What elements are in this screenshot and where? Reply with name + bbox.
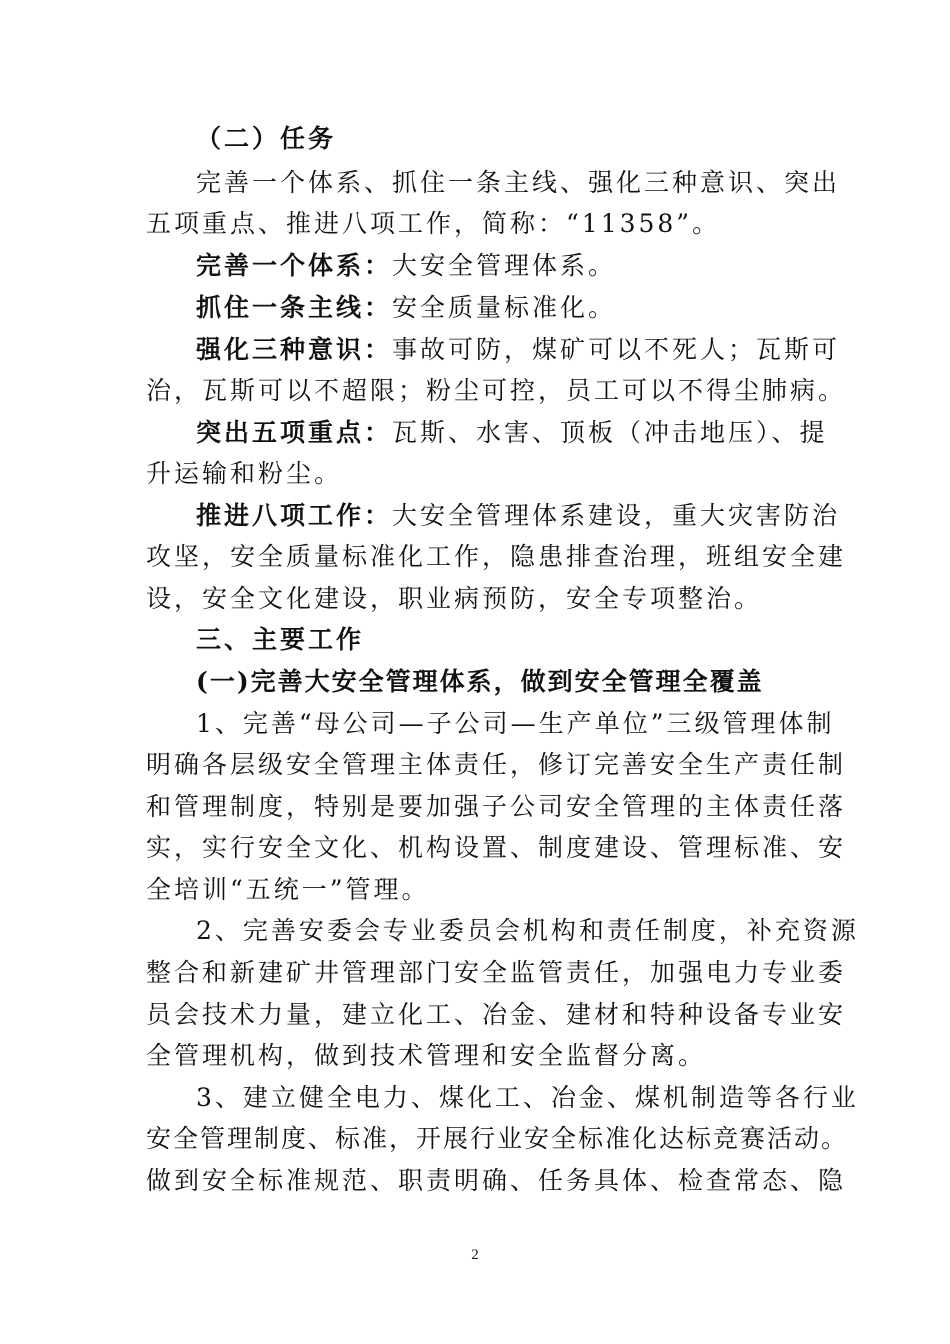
paragraph-line: 3、建立健全电力、煤化工、冶金、煤机制造等各行业 (196, 1083, 859, 1112)
paragraph-line: 整合和新建矿井管理部门安全监管责任，加强电力专业委 (146, 958, 847, 987)
paragraph-line: 员会技术力量，建立化工、冶金、建材和特种设备专业安 (146, 1000, 847, 1029)
paragraph-line: 攻坚，安全质量标准化工作，隐患排查治理，班组安全建 (146, 542, 847, 571)
paragraph-line: 全管理机构，做到技术管理和安全监督分离。 (146, 1041, 707, 1070)
paragraph-line (196, 417, 828, 449)
term-label: 推进八项工作： (196, 501, 393, 530)
term-label: 完善一个体系： (196, 251, 393, 280)
term-text: 瓦斯、水害、顶板（冲击地压）、提 (392, 418, 828, 447)
paragraph-line: 全培训“五统一”管理。 (146, 875, 430, 904)
paragraph-line: 和管理制度，特别是要加强子公司安全管理的主体责任落 (146, 792, 847, 821)
term-label: 强化三种意识： (196, 335, 393, 364)
paragraph-line: 实，实行安全文化、机构设置、制度建设、管理标准、安 (146, 833, 847, 862)
paragraph-line: 明确各层级安全管理主体责任，修订完善安全生产责任制 (146, 750, 847, 779)
paragraph-line: 五项重点、推进八项工作，简称：“11358”。 (146, 209, 721, 238)
term-text: 安全质量标准化。 (392, 293, 617, 322)
term-text: 大安全管理体系。 (392, 251, 617, 280)
heading-main-work: 三、主要工作 (196, 625, 365, 654)
page-number: 2 (471, 1247, 479, 1263)
paragraph-line: 1、完善“母公司—子公司—生产单位”三级管理体制 (196, 709, 835, 738)
paragraph-line: 2、完善安委会专业委员会机构和责任制度，补充资源 (196, 916, 859, 945)
heading-subsection: (一)完善大安全管理体系，做到安全管理全覆盖 (196, 667, 764, 696)
term-text: 大安全管理体系建设，重大灾害防治 (392, 501, 841, 530)
term-label: 抓住一条主线： (196, 293, 393, 322)
paragraph-line: 治，瓦斯可以不超限；粉尘可控，员工可以不得尘肺病。 (146, 376, 847, 405)
paragraph-line (196, 292, 806, 324)
paragraph-line: 完善一个体系、抓住一条主线、强化三种意识、突出 (196, 168, 841, 197)
paragraph-line (196, 500, 841, 532)
heading-task: （二）任务 (196, 124, 337, 153)
paragraph-line: 设，安全文化建设，职业病预防，安全专项整治。 (146, 584, 763, 613)
paragraph-line: 安全管理制度、标准，开展行业安全标准化达标竞赛活动。 (146, 1124, 849, 1153)
paragraph-line: 升运输和粉尘。 (146, 459, 343, 488)
paragraph-line: 做到安全标准规范、职责明确、任务具体、检查常态、隐 (146, 1166, 847, 1195)
paragraph-line (196, 250, 806, 282)
paragraph-line (196, 334, 841, 366)
term-label: 突出五项重点： (196, 418, 393, 447)
term-text: 事故可防，煤矿可以不死人；瓦斯可 (392, 335, 841, 364)
